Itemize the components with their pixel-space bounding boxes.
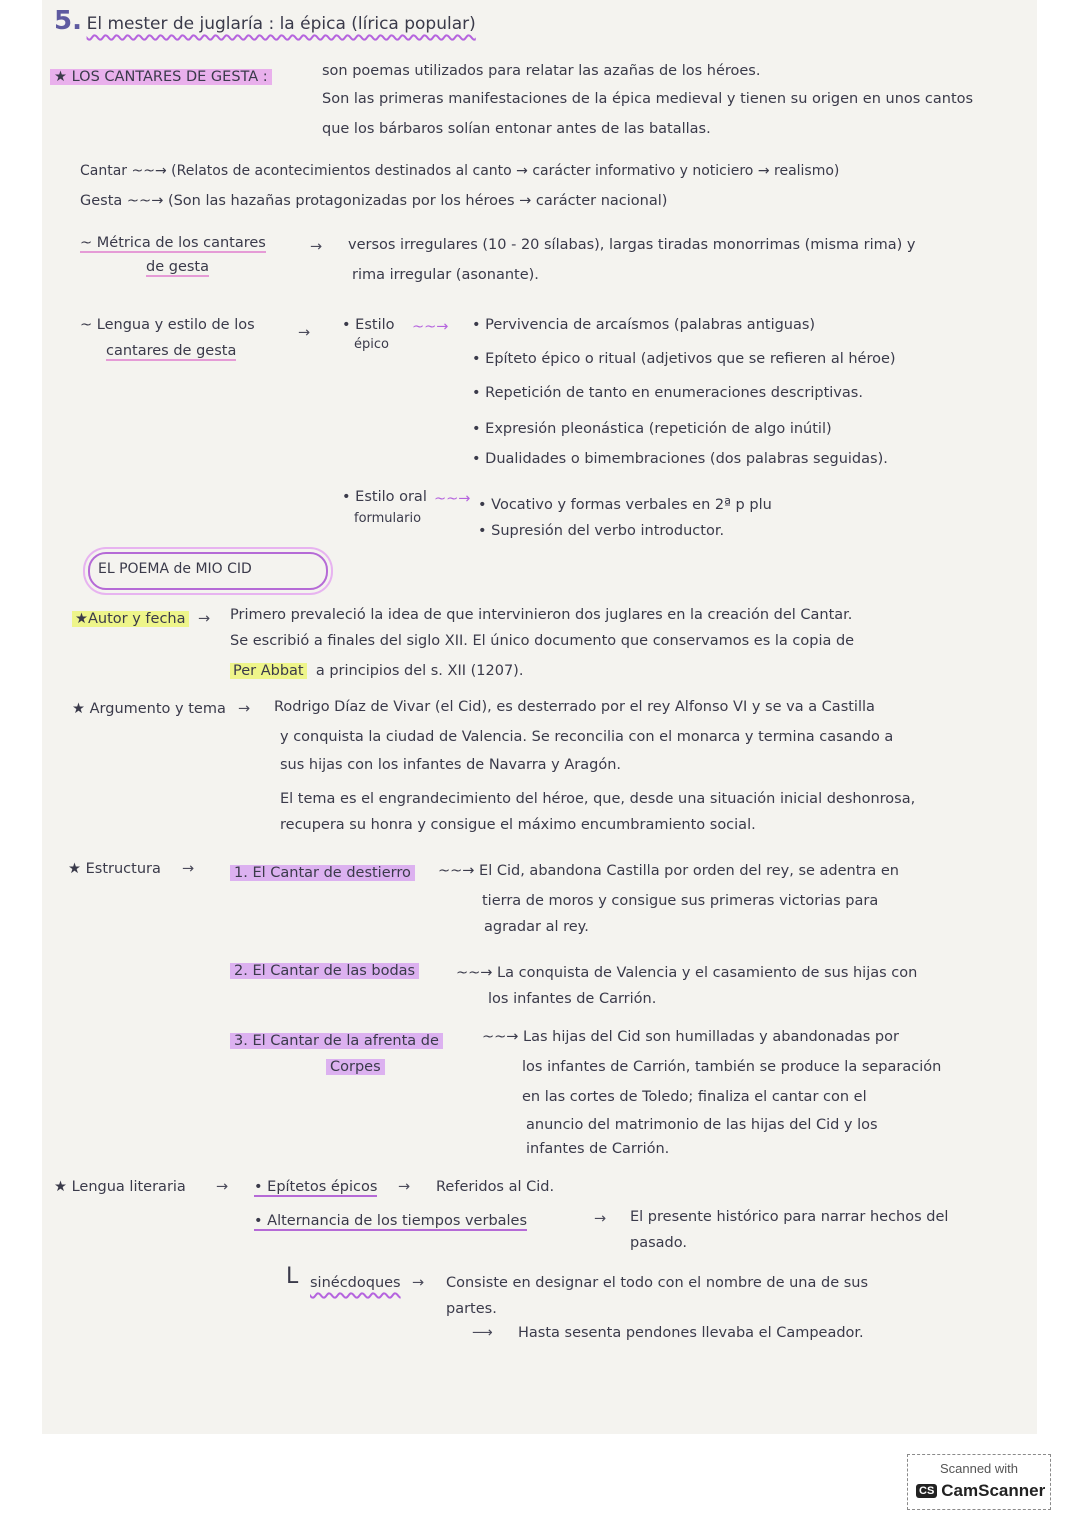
- cantar-afrenta-label: 3. El Cantar de la afrenta de: [230, 1026, 443, 1056]
- lengua-arrow-icon: →: [298, 325, 311, 341]
- cantar-bodas-text-2: los infantes de Carrión.: [488, 991, 657, 1007]
- estilo-oral-arrow-icon: ~~→: [434, 491, 471, 507]
- sinecdoques-hook-icon: L: [286, 1264, 299, 1289]
- metrica-arrow-icon: →: [310, 239, 323, 255]
- estilo-epico-arrow-icon: ~~→: [412, 319, 449, 335]
- argumento-text-1: Rodrigo Díaz de Vivar (el Cid), es desterrado por el rey Alfonso VI y se va a Castilla: [274, 699, 875, 715]
- alternancia-text-2: pasado.: [630, 1235, 687, 1251]
- cantar-afrenta-text-5: infantes de Carrión.: [526, 1141, 670, 1157]
- cantar-afrenta-text-1: ~~→ Las hijas del Cid son humilladas y abandonadas por: [482, 1029, 899, 1045]
- cantar-destierro-text-1: ~~→ El Cid, abandona Castilla por orden del rey, se adentra en: [438, 863, 899, 879]
- ejemplo-arrow-icon: ⟶: [472, 1325, 493, 1341]
- autor-text-1: Primero prevaleció la idea de que intervinieron dos juglares en la creación del Cantar.: [230, 607, 853, 623]
- metrica-text-2: rima irregular (asonante).: [352, 267, 539, 283]
- metrica-label: ~ Métrica de los cantares: [80, 235, 266, 251]
- autor-arrow-icon: →: [198, 611, 211, 627]
- poema-title: EL POEMA de MIO CID: [98, 561, 252, 577]
- camscanner-logo-icon: CS: [916, 1484, 937, 1498]
- sinecdoques-text-2: partes.: [446, 1301, 497, 1317]
- oral-item-2: • Supresión del verbo introductor.: [478, 523, 725, 539]
- alternancia-arrow-icon: →: [594, 1211, 607, 1227]
- alternancia-text-1: El presente histórico para narrar hechos del: [630, 1209, 949, 1225]
- notebook-page: [42, 0, 1037, 1434]
- cantar-definition: Cantar ~~→ (Relatos de acontecimientos destinados al canto → carácter informativo y noticiero → realismo): [80, 163, 840, 179]
- cantar-bodas-text-1: ~~→ La conquista de Valencia y el casamiento de sus hijas con: [456, 965, 918, 981]
- lengua-literaria-label: ★ Lengua literaria: [54, 1179, 186, 1195]
- gesta-definition: Gesta ~~→ (Son las hazañas protagonizadas por los héroes → carácter nacional): [80, 193, 668, 209]
- stamp-line-1: Scanned with: [939, 1461, 1019, 1476]
- estilo-oral-label: • Estilo oral: [342, 489, 427, 505]
- metrica-label-2: de gesta: [146, 259, 209, 275]
- lengua-label: ~ Lengua y estilo de los: [80, 317, 255, 333]
- sinecdoques-label: sinécdoques: [310, 1275, 401, 1291]
- cantares-def-2: Son las primeras manifestaciones de la épica medieval y tienen su origen en unos cantos: [322, 91, 974, 107]
- argumento-text-4: El tema es el engrandecimiento del héroe, que, desde una situación inicial deshonrosa,: [280, 791, 916, 807]
- argumento-text-3: sus hijas con los infantes de Navarra y Aragón.: [280, 757, 622, 773]
- argumento-arrow-icon: →: [238, 701, 251, 717]
- section-heading: 5. El mester de juglaría : la épica (lírica popular): [54, 6, 476, 36]
- lengua-literaria-arrow-icon: →: [216, 1179, 229, 1195]
- estilo-oral-label-2: formulario: [354, 511, 422, 526]
- cantar-destierro-label: 1. El Cantar de destierro: [230, 858, 415, 888]
- epitetos-arrow-icon: →: [398, 1179, 411, 1195]
- cantar-afrenta-text-3: en las cortes de Toledo; finaliza el cantar con el: [522, 1089, 867, 1105]
- oral-item-1: • Vocativo y formas verbales en 2ª p plu: [478, 497, 772, 513]
- cantares-label: ★ LOS CANTARES DE GESTA :: [50, 62, 272, 92]
- cantar-afrenta-text-2: los infantes de Carrión, también se produce la separación: [522, 1059, 942, 1075]
- epitetos-label: • Epítetos épicos: [254, 1179, 378, 1195]
- camscanner-watermark: [907, 1454, 1051, 1510]
- cantar-afrenta-label-2: Corpes: [326, 1052, 385, 1082]
- cantar-destierro-text-3: agradar al rey.: [484, 919, 589, 935]
- cantar-destierro-text-2: tierra de moros y consigue sus primeras victorias para: [482, 893, 879, 909]
- epico-item-1: • Pervivencia de arcaísmos (palabras antiguas): [472, 317, 816, 333]
- alternancia-label: • Alternancia de los tiempos verbales: [254, 1213, 528, 1229]
- epico-item-2: • Epíteto épico o ritual (adjetivos que se refieren al héroe): [472, 351, 896, 367]
- autor-text-2: Se escribió a finales del siglo XII. El único documento que conservamos es la copia de: [230, 633, 855, 649]
- estructura-arrow-icon: →: [182, 861, 195, 877]
- autor-label: ★Autor y fecha: [72, 604, 189, 634]
- cantares-def-3: que los bárbaros solían entonar antes de las batallas.: [322, 121, 711, 137]
- epitetos-text: Referidos al Cid.: [436, 1179, 555, 1195]
- estructura-label: ★ Estructura: [68, 861, 161, 877]
- lengua-label-2: cantares de gesta: [106, 343, 237, 359]
- argumento-text-5: recupera su honra y consigue el máximo encumbramiento social.: [280, 817, 756, 833]
- stamp-line-2: CS CamScanner: [916, 1481, 1045, 1501]
- cantar-afrenta-text-4: anuncio del matrimonio de las hijas del Cid y los: [526, 1117, 878, 1133]
- sinecdoques-text-1: Consiste en designar el todo con el nombre de una de sus: [446, 1275, 869, 1291]
- estilo-epico-label-2: épico: [354, 337, 389, 352]
- cantar-bodas-label: 2. El Cantar de las bodas: [230, 956, 419, 986]
- epico-item-5: • Dualidades o bimembraciones (dos palabras seguidas).: [472, 451, 888, 467]
- argumento-label: ★ Argumento y tema: [72, 701, 226, 717]
- estilo-epico-label: • Estilo: [342, 317, 395, 333]
- metrica-text-1: versos irregulares (10 - 20 sílabas), largas tiradas monorrimas (misma rima) y: [348, 237, 916, 253]
- ejemplo-text: Hasta sesenta pendones llevaba el Campeador.: [518, 1325, 864, 1341]
- epico-item-4: • Expresión pleonástica (repetición de algo inútil): [472, 421, 832, 437]
- epico-item-3: • Repetición de tanto en enumeraciones descriptivas.: [472, 385, 863, 401]
- cantares-def-1: son poemas utilizados para relatar las azañas de los héroes.: [322, 63, 761, 79]
- sinecdoques-arrow-icon: →: [412, 1275, 425, 1291]
- argumento-text-2: y conquista la ciudad de Valencia. Se reconcilia con el monarca y termina casando a: [280, 729, 894, 745]
- autor-text-3: Per Abbat a principios del s. XII (1207).: [230, 656, 523, 686]
